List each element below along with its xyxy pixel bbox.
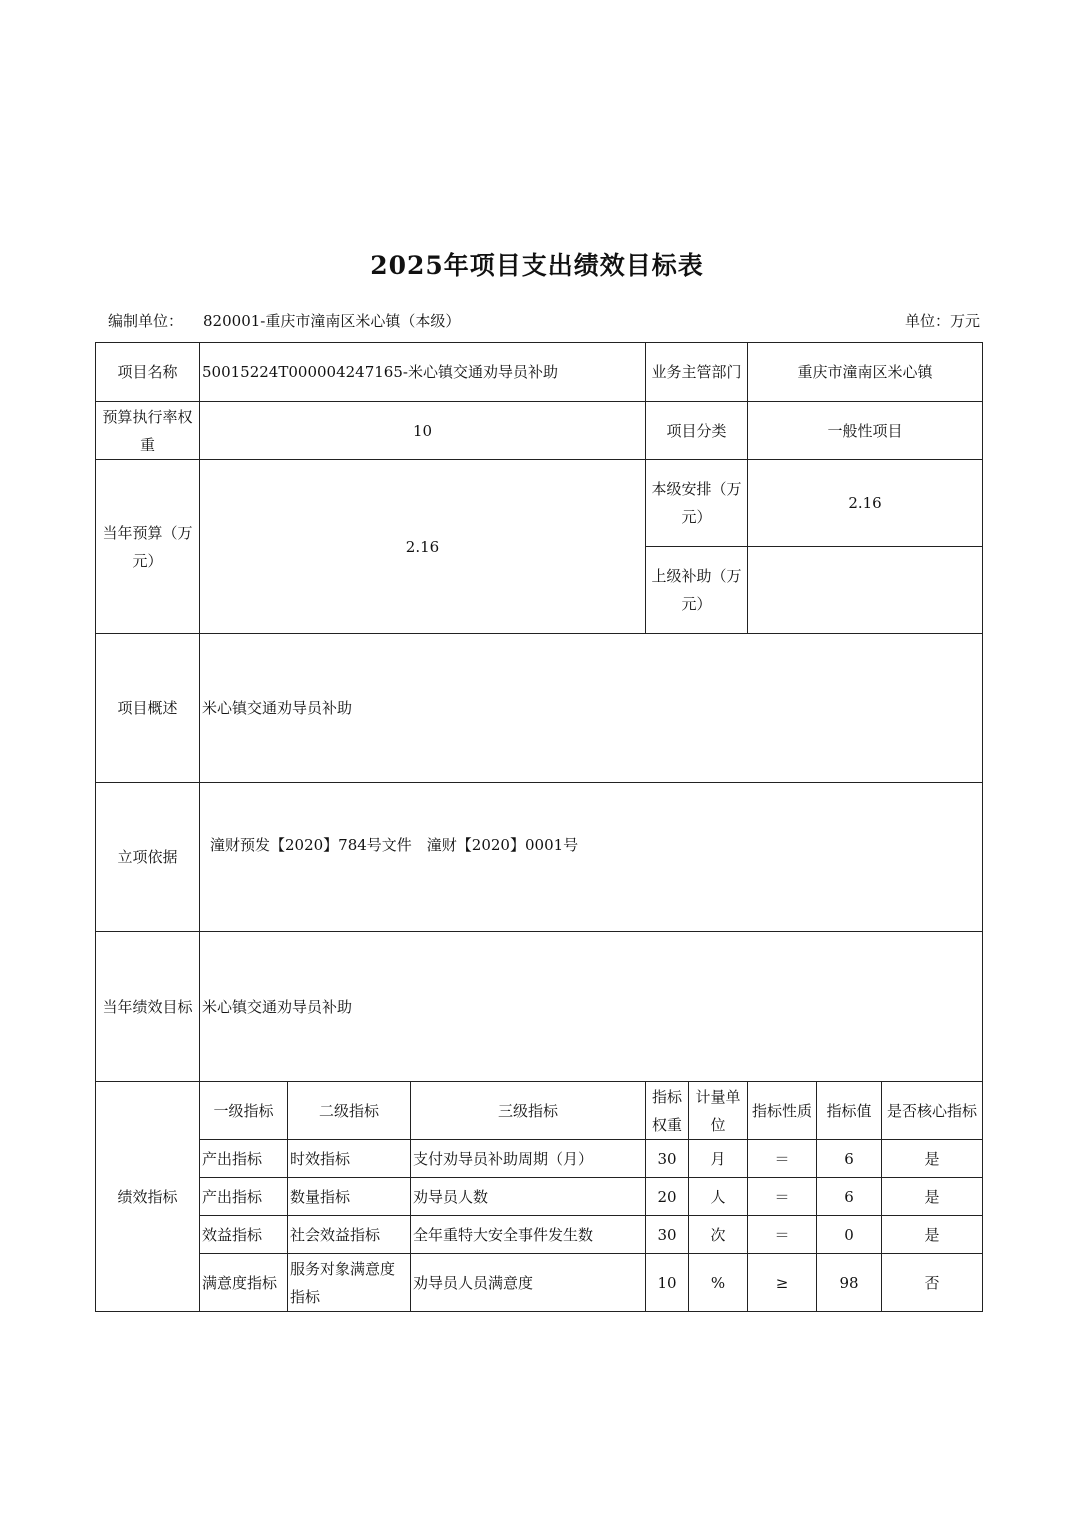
org-line	[108, 310, 460, 331]
row-value: 6	[817, 1140, 882, 1178]
row-level1: 效益指标	[200, 1216, 288, 1254]
annual-budget-label: 当年预算（万元）	[96, 460, 200, 634]
table-row	[96, 1178, 983, 1216]
row-nature: ＝	[748, 1178, 817, 1216]
table-row	[96, 1140, 983, 1178]
dept-label: 业务主管部门	[646, 343, 748, 402]
row-level2: 服务对象满意度指标	[288, 1254, 411, 1312]
header-nature: 指标性质	[748, 1082, 817, 1140]
header-level3: 三级指标	[411, 1082, 646, 1140]
basis-label: 立项依据	[96, 783, 200, 932]
row-unit: 人	[689, 1178, 748, 1216]
budget-rate-label: 预算执行率权重	[96, 402, 200, 460]
row-level3: 全年重特大安全事件发生数	[411, 1216, 646, 1254]
row-level1: 满意度指标	[200, 1254, 288, 1312]
row-weight: 30	[646, 1216, 689, 1254]
row-level3: 支付劝导员补助周期（月）	[411, 1140, 646, 1178]
goal-value: 米心镇交通劝导员补助	[200, 932, 983, 1082]
row-weight: 20	[646, 1178, 689, 1216]
row-level3: 劝导员人数	[411, 1178, 646, 1216]
header-level2: 二级指标	[288, 1082, 411, 1140]
row-core: 是	[882, 1178, 983, 1216]
table-row	[96, 1254, 983, 1312]
header-value: 指标值	[817, 1082, 882, 1140]
row-nature: ＝	[748, 1140, 817, 1178]
row-weight: 10	[646, 1254, 689, 1312]
org-value: 820001-重庆市潼南区米心镇（本级）	[203, 312, 461, 330]
page-title: 2025年项目支出绩效目标表	[370, 251, 704, 280]
overview-value: 米心镇交通劝导员补助	[200, 634, 983, 783]
row-unit: 次	[689, 1216, 748, 1254]
org-label: 编制单位：	[108, 312, 184, 330]
row-core: 否	[882, 1254, 983, 1312]
row-level2: 社会效益指标	[288, 1216, 411, 1254]
indicators-section-label: 绩效指标	[96, 1082, 200, 1312]
superior-label: 上级补助（万元）	[646, 547, 748, 634]
category-label: 项目分类	[646, 402, 748, 460]
goal-label: 当年绩效目标	[96, 932, 200, 1082]
row-value: 6	[817, 1178, 882, 1216]
category-value: 一般性项目	[748, 402, 983, 460]
row-nature: ≥	[748, 1254, 817, 1312]
local-label: 本级安排（万元）	[646, 460, 748, 547]
row-level2: 数量指标	[288, 1178, 411, 1216]
row-core: 是	[882, 1216, 983, 1254]
row-unit: %	[689, 1254, 748, 1312]
table-row	[96, 1216, 983, 1254]
row-level2: 时效指标	[288, 1140, 411, 1178]
header-core: 是否核心指标	[882, 1082, 983, 1140]
header-weight: 指标权重	[646, 1082, 689, 1140]
row-nature: ＝	[748, 1216, 817, 1254]
basis-value: 潼财预发【2020】784号文件 潼财【2020】0001号	[200, 783, 983, 932]
budget-rate-value: 10	[200, 402, 646, 460]
row-level1: 产出指标	[200, 1178, 288, 1216]
superior-value	[748, 547, 983, 634]
overview-label: 项目概述	[96, 634, 200, 783]
row-value: 0	[817, 1216, 882, 1254]
row-level1: 产出指标	[200, 1140, 288, 1178]
project-name-value: 50015224T000004247165-米心镇交通劝导员补助	[200, 343, 646, 402]
row-core: 是	[882, 1140, 983, 1178]
row-level3: 劝导员人员满意度	[411, 1254, 646, 1312]
dept-value: 重庆市潼南区米心镇	[748, 343, 983, 402]
row-value: 98	[817, 1254, 882, 1312]
header-unit: 计量单位	[689, 1082, 748, 1140]
project-name-label: 项目名称	[96, 343, 200, 402]
performance-form-table	[95, 342, 983, 1312]
annual-budget-value: 2.16	[200, 460, 646, 634]
local-value: 2.16	[748, 460, 983, 547]
unit-text: 单位：万元	[904, 312, 980, 330]
row-unit: 月	[689, 1140, 748, 1178]
header-level1: 一级指标	[200, 1082, 288, 1140]
row-weight: 30	[646, 1140, 689, 1178]
